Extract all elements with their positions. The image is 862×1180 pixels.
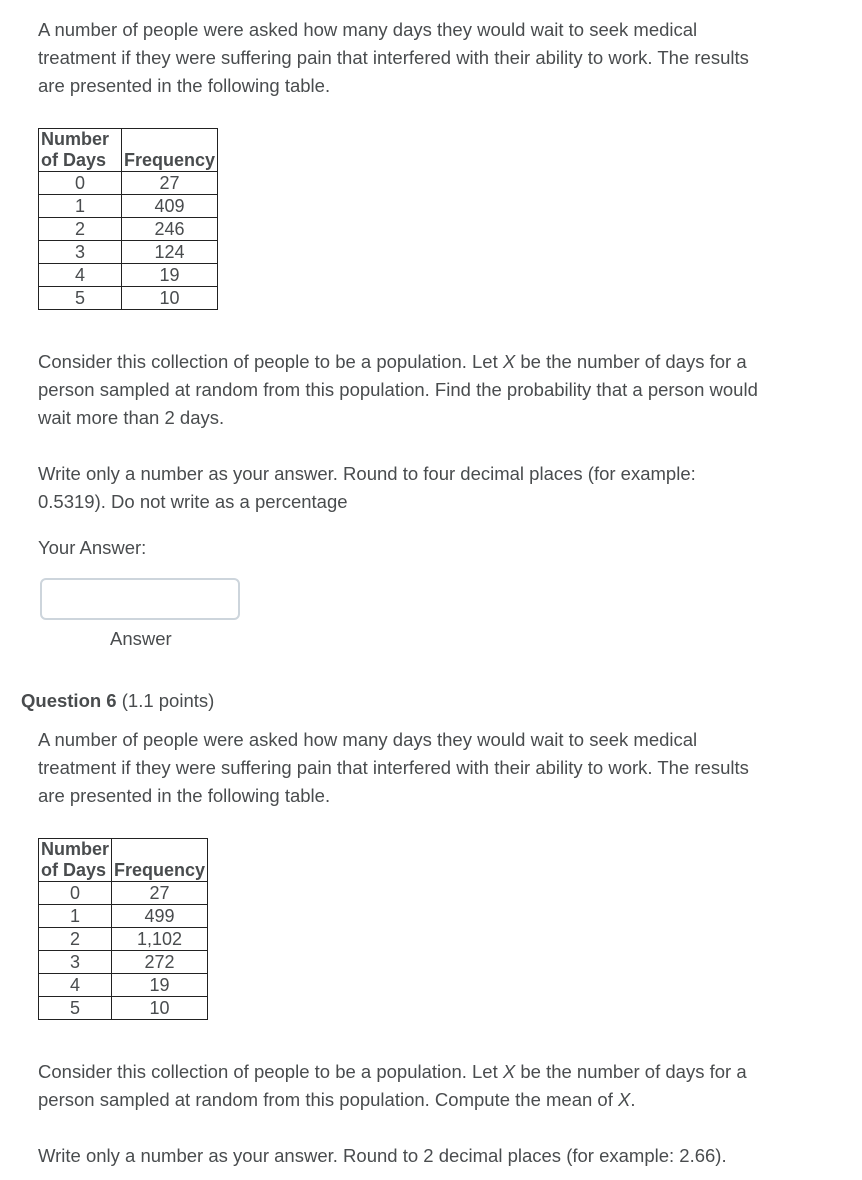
variable-x: X	[502, 1061, 516, 1082]
table-row	[39, 997, 208, 1020]
days-cell: 1	[39, 195, 122, 218]
table-row	[39, 974, 208, 997]
q5-intro: A number of people were asked how many days they would wait to seek medical treatment if they were suffering pain that interfered with their ability to work. The results are presented in the following table.	[38, 19, 749, 96]
frequency-cell: 10	[112, 997, 208, 1020]
q5-instructions: Write only a number as your answer. Round to four decimal places (for example: 0.5319). Do not write as a percentage	[38, 463, 696, 512]
frequency-column-header: Frequency	[112, 839, 208, 882]
variable-x: X	[502, 351, 516, 372]
frequency-column-header: Frequency	[121, 129, 217, 172]
days-cell: 1	[39, 905, 112, 928]
table-row	[39, 195, 218, 218]
answer-caption: Answer	[110, 628, 172, 649]
days-cell: 2	[39, 218, 122, 241]
question-6-header	[21, 688, 214, 714]
table-row	[39, 882, 208, 905]
frequency-cell: 409	[121, 195, 217, 218]
table-row	[39, 951, 208, 974]
q6-prompt: Consider this collection of people to be a population. Let X be the number of days for a person sampled at random from this population. Compute the mean of X.	[38, 1061, 747, 1110]
q5-frequency-table	[38, 128, 218, 310]
variable-x: X	[618, 1089, 631, 1110]
table-row	[39, 241, 218, 264]
days-cell: 4	[39, 264, 122, 287]
table-row	[39, 264, 218, 287]
frequency-cell: 1,102	[112, 928, 208, 951]
days-column-header: Number of Days	[39, 839, 112, 882]
answer-input[interactable]	[40, 578, 240, 620]
table-header-row	[39, 129, 218, 172]
frequency-cell: 272	[112, 951, 208, 974]
question-points: (1.1 points)	[121, 690, 215, 711]
frequency-cell: 499	[112, 905, 208, 928]
q6-frequency-table	[38, 838, 208, 1020]
days-cell: 0	[39, 172, 122, 195]
frequency-cell: 10	[121, 287, 217, 310]
your-answer-label: Your Answer:	[38, 537, 147, 558]
days-cell: 0	[39, 882, 112, 905]
days-cell: 3	[39, 951, 112, 974]
table-row	[39, 905, 208, 928]
table-row	[39, 928, 208, 951]
table-row	[39, 287, 218, 310]
table-row	[39, 218, 218, 241]
q5-prompt: Consider this collection of people to be a population. Let X be the number of days for a person sampled at random from this population. Find the probability that a person would wait more than 2 days.	[38, 351, 758, 428]
frequency-cell: 19	[121, 264, 217, 287]
days-cell: 5	[39, 997, 112, 1020]
frequency-cell: 19	[112, 974, 208, 997]
q6-intro: A number of people were asked how many days they would wait to seek medical treatment if they were suffering pain that interfered with their ability to work. The results are presented in the following table.	[38, 729, 749, 806]
question-title: Question 6	[21, 690, 117, 711]
days-cell: 2	[39, 928, 112, 951]
days-cell: 3	[39, 241, 122, 264]
table-header-row	[39, 839, 208, 882]
frequency-cell: 27	[121, 172, 217, 195]
days-cell: 4	[39, 974, 112, 997]
frequency-cell: 246	[121, 218, 217, 241]
frequency-cell: 27	[112, 882, 208, 905]
q6-instructions: Write only a number as your answer. Round to 2 decimal places (for example: 2.66).	[38, 1145, 727, 1166]
frequency-cell: 124	[121, 241, 217, 264]
table-row	[39, 172, 218, 195]
days-column-header: Number of Days	[39, 129, 122, 172]
days-cell: 5	[39, 287, 122, 310]
